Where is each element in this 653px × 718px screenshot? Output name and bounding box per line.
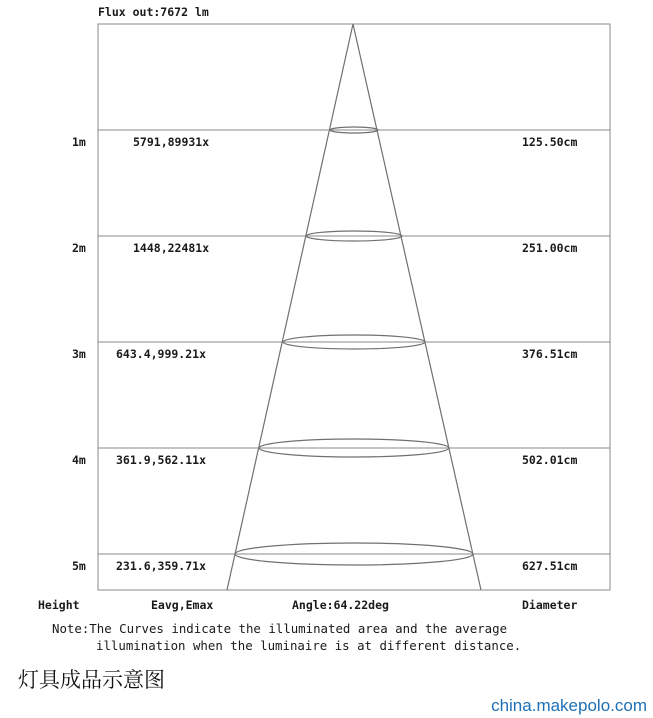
eavg-column-label: Eavg,Emax [151, 598, 214, 612]
angle-label: Angle:64.22deg [292, 598, 389, 612]
cone-right-edge [353, 24, 481, 590]
level-row-4m [72, 439, 610, 467]
lux-value: 231.6,359.71x [116, 559, 207, 573]
lux-value: 361.9,562.11x [116, 453, 207, 467]
diameter-value: 251.00cm [522, 241, 578, 255]
diameter-value: 125.50cm [522, 135, 578, 149]
level-row-2m [72, 231, 610, 255]
diameter-value: 627.51cm [522, 559, 578, 573]
diameter-value: 502.01cm [522, 453, 578, 467]
lux-value: 1448,22481x [133, 241, 210, 255]
level-row-5m [72, 543, 610, 573]
lux-value: 643.4,999.21x [116, 347, 207, 361]
flux-label: Flux out:7672 lm [98, 5, 209, 19]
diagram-frame [98, 24, 610, 590]
height-label: 1m [72, 135, 86, 149]
diameter-column-label: Diameter [522, 598, 578, 612]
lux-value: 5791,89931x [133, 135, 210, 149]
height-label: 5m [72, 559, 86, 573]
cone-left-edge [227, 24, 353, 590]
note-line-1: Note:The Curves indicate the illuminated area and the average [52, 621, 508, 636]
caption-text: 灯具成品示意图 [18, 668, 165, 692]
note-line-2: illumination when the luminaire is at different distance. [96, 638, 522, 653]
level-row-1m [72, 127, 610, 149]
height-label: 3m [72, 347, 86, 361]
height-column-label: Height [38, 598, 80, 612]
watermark-text: china.makepolo.com [491, 696, 647, 715]
level-row-3m [72, 335, 610, 361]
height-label: 4m [72, 453, 86, 467]
height-label: 2m [72, 241, 86, 255]
diameter-value: 376.51cm [522, 347, 578, 361]
